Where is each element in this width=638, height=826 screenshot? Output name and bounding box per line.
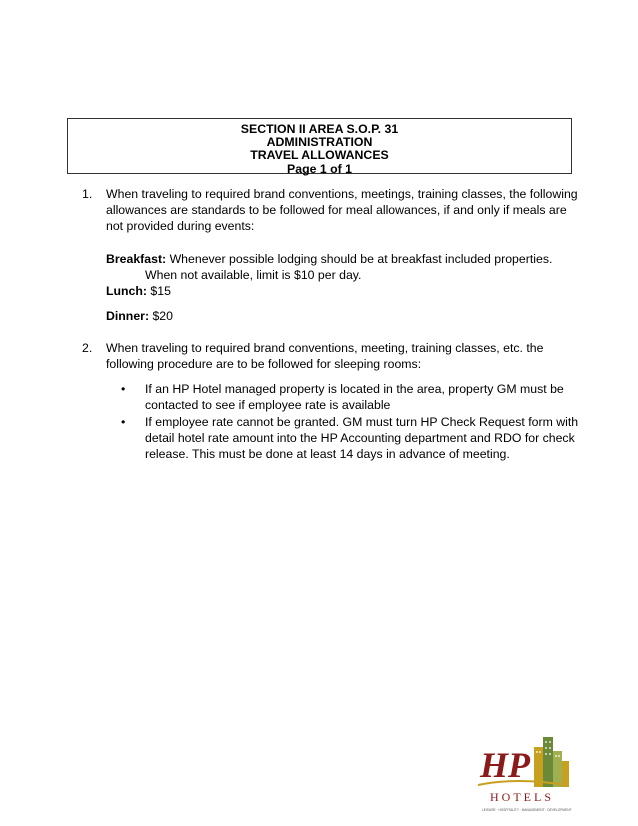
lunch-value: $15	[146, 284, 171, 298]
item-2-text: When traveling to required brand conventions, meeting, training classes, etc. the following procedure are to be followed for sleeping rooms:	[106, 341, 544, 371]
logo-mark: HP	[480, 745, 530, 785]
lunch-label: Lunch:	[106, 284, 147, 298]
item-1-text: When traveling to required brand conventions, meetings, training classes, the following allowances are standards to be followed for meal allowances, if and only if meals are not provided during events:	[106, 187, 578, 233]
logo-name: HOTELS	[490, 790, 554, 804]
bullet-icon: •	[121, 415, 126, 429]
bullet-text: If employee rate cannot be granted. GM must turn HP Check Request form with detail hotel rate amount into the HP Accounting department and RDO for check release. This must be done at least 14 days in advance of meeting.	[145, 415, 579, 461]
section-title: SECTION II AREA S.O.P. 31	[240, 122, 399, 136]
dinner-label: Dinner:	[106, 309, 150, 323]
lunch-line	[106, 283, 171, 299]
bullet-text: If an HP Hotel managed property is located in the area, property GM must be contacted to see if employee rate is available	[145, 382, 564, 412]
list-number: 1.	[82, 187, 93, 201]
hp-hotels-logo-graphic	[476, 733, 572, 817]
dinner-value: $20	[149, 309, 173, 323]
breakfast-limit: When not available, limit is $10 per day.	[145, 268, 362, 282]
dinner-line	[106, 308, 173, 324]
breakfast-line	[106, 251, 586, 267]
breakfast-text: Whenever possible lodging should be at breakfast included properties.	[166, 252, 553, 266]
document-header	[67, 118, 572, 174]
list-number: 2.	[82, 341, 93, 355]
breakfast-label: Breakfast:	[106, 252, 167, 266]
policy-title: TRAVEL ALLOWANCES	[250, 148, 389, 163]
department-title: ADMINISTRATION	[266, 135, 373, 150]
page-number: Page 1 of 1	[287, 161, 352, 176]
hp-hotels-logo	[476, 733, 572, 817]
bullet-icon: •	[121, 382, 126, 396]
logo-tagline: LEISURE · HOSPITALITY · MANAGEMENT · DEVELOPMENT	[482, 808, 572, 812]
